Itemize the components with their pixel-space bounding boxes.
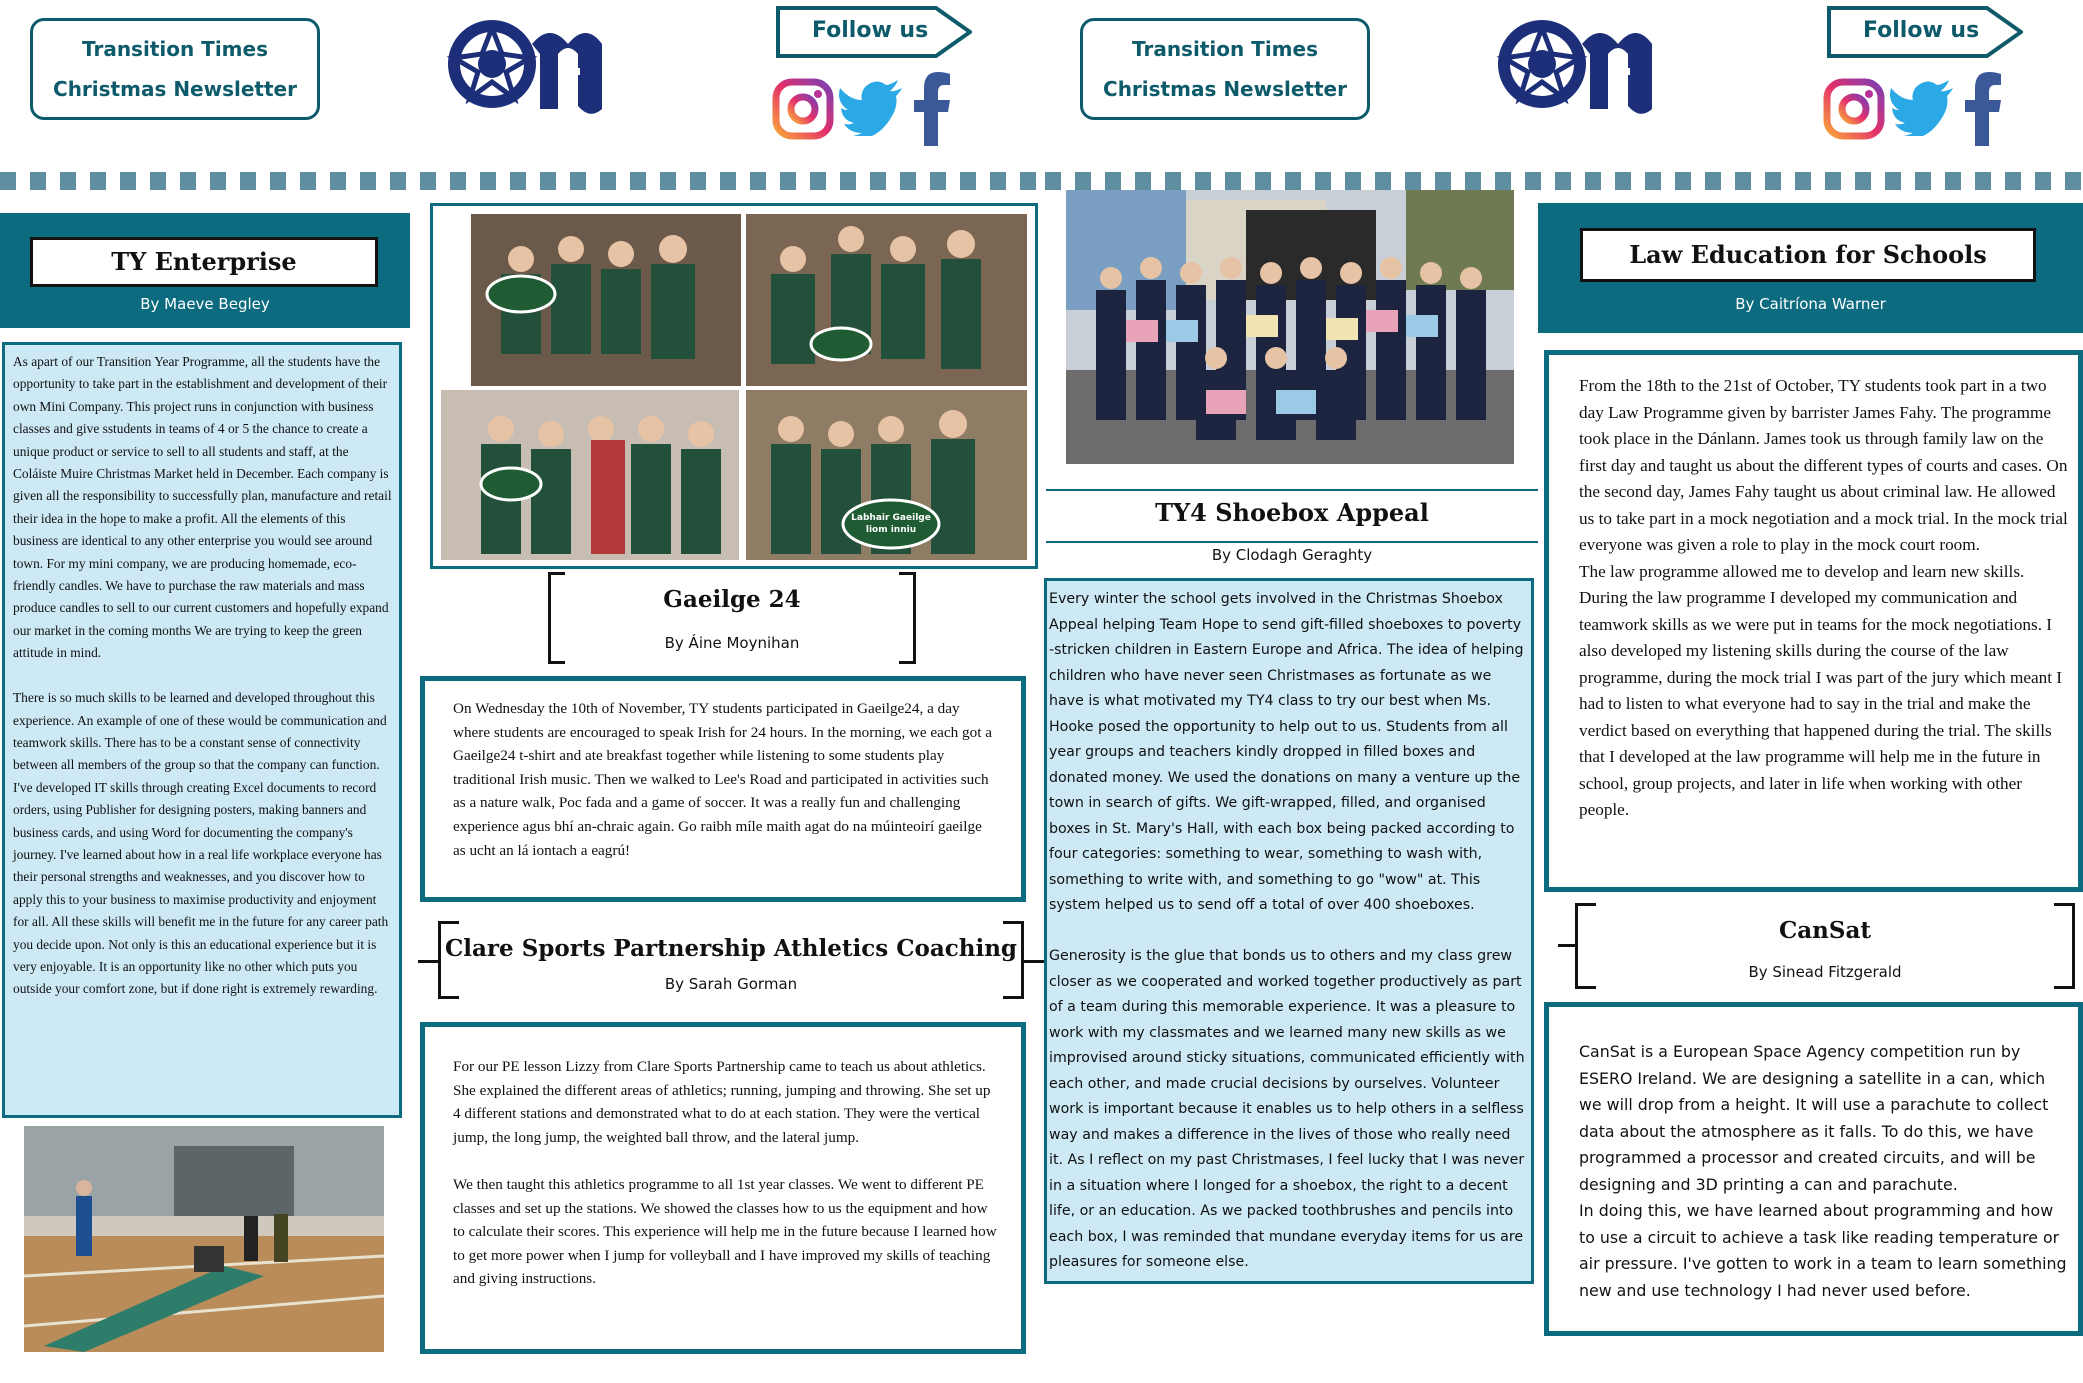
school-logo-right	[1490, 14, 1670, 126]
law-article	[1544, 350, 2083, 892]
clare-sports-connector-right	[1024, 960, 1046, 963]
cansat-title: CanSat	[1778, 917, 1872, 944]
ty-enterprise-header	[0, 213, 410, 328]
gaeilge24-heading	[548, 572, 916, 664]
law-byline: By Caitríona Warner	[1735, 295, 1886, 313]
ty-enterprise-byline: By Maeve Begley	[140, 295, 270, 313]
ty-enterprise-article	[2, 342, 402, 1118]
gaeilge24-title: Gaeilge 24	[663, 586, 801, 613]
twitter-icon[interactable]	[1889, 80, 1955, 136]
clare-sports-byline: By Sarah Gorman	[664, 975, 798, 993]
newsletter-title-line1: Transition Times	[1132, 37, 1318, 61]
shoebox-article	[1044, 578, 1534, 1284]
clare-sports-connector-left	[418, 960, 440, 963]
newsletter-title-line2: Christmas Newsletter	[53, 77, 297, 101]
cansat-connector-left	[1558, 944, 1576, 947]
clare-sports-heading	[438, 921, 1024, 999]
gaeilge24-body: On Wednesday the 10th of November, TY students participated in Gaeilge24, a day where students are encouraged to speak Irish for 24 hours. In the morning, we each got a Gaeilge24 t-shirt and ate breakfast together while listening to some students play traditional Irish music. Then we walked to Lee's Road and participated in activities such as a nature walk, Poc fada and a game of soccer. It was a really fun and challenging experience agus bhí an-chraic again. Go raibh míle maith agat do na múinteoirí gaeilge as ucht an lá iontach a eagrú!	[453, 700, 992, 859]
social-icons-right	[1823, 72, 2023, 148]
law-header	[1538, 203, 2083, 333]
gaeilge24-byline: By Áine Moynihan	[664, 634, 800, 652]
newsletter-badge-left	[30, 18, 320, 120]
follow-us-label: Follow us	[812, 18, 929, 43]
cansat-byline: By Sinead Fitzgerald	[1748, 963, 1902, 981]
follow-us-banner-left[interactable]	[776, 6, 972, 58]
ty-enterprise-title: TY Enterprise	[30, 237, 378, 287]
clare-sports-body: For our PE lesson Lizzy from Clare Sports Partnership came to teach us about athletics. She explained the different areas of athletics; running, jumping and throwing. She set up 4 different stations and demonstrated what to do at each station. They were the vertical jump, the long jump, the weighted ball throw, and the lateral jump. We then taught this athletics programme to all 1st year classes. We went to different PE classes and set up the stations. We showed the classes how to us the equipment and how to calculate their scores. This experience will help me in the future because I learned how to get more power when I jump for volleyball and I have improved my skills of teaching and giving instructions.	[453, 1058, 997, 1288]
newsletter-badge-right	[1080, 18, 1370, 120]
gaeilge24-photo-collage	[430, 203, 1038, 569]
newsletter-title-line1: Transition Times	[82, 37, 268, 61]
clare-sports-title: Clare Sports Partnership Athletics Coaching	[444, 935, 1018, 962]
shoebox-body: Every winter the school gets involved in the Christmas Shoebox Appeal helping Team Hope to send gift-filled shoeboxes to poverty -stricken children in Eastern Europe and Africa. The idea of helping children who have never seen Christmases as fortunate as we have is what motivated my TY4 class to try our best when Ms. Hooke posed the opportunity to help out to us. Students from all year groups and teachers kindly dropped in filled boxes and donated money. We used the donations on many a venture up the town in search of gifts. We gift-wrapped, filled, and organised boxes in St. Mary's Hall, with each box being packed according to four categories: something to wear, something to wash with, something to write with, and something to go "wow" at. This system helped us to send off a total of over 400 shoeboxes. Generosity is the glue that bonds us to others and my class grew closer as we cooperated and worked together productively as part of a team during this memorable experience. It was a pleasure to work with my classmates and we learned many new skills as we improvised around sticky situations, communicated efficiently with each other, and made crucial decisions by ourselves. Volunteer work is important because it enables us to help others in a selfless way and makes a difference in the lives of those who really need it. As I reflect on my past Christmases, I feel lucky that I was never in a situation where I longed for a shoebox, the right to a decent life, or an education. As we packed toothbrushes and pencils into each box, I was reminded that mundane everyday items for us are pleasures for someone else.	[1049, 591, 1525, 1270]
instagram-icon[interactable]	[1823, 78, 1885, 140]
gaeilge-sign-text: Labhair Gaeilge	[851, 513, 931, 523]
law-title: Law Education for Schools	[1580, 228, 2036, 282]
header-divider-right	[1045, 172, 2083, 190]
shoebox-byline: By Clodagh Geraghty	[1211, 546, 1373, 564]
cansat-body: CanSat is a European Space Agency competition run by ESERO Ireland. We are designing a satellite in a can, which we will drop from a height. It will use a parachute to collect data about the atmosphere as it falls. To do this, we have programmed a processor and created circuits, and will be designing and 3D printing a can and parachute. In doing this, we have learned about programming and how to use a circuit to achieve a task like reading temperature or air pressure. I've gotten to work in a team to learn something new and use technology I had never used before.	[1579, 1042, 2067, 1300]
shoebox-title-rule-top	[1046, 489, 1538, 491]
law-body: From the 18th to the 21st of October, TY students took part in a two day Law Programme given by barrister James Fahy. The programme took place in the Dánlann. James took us through family law on the first day and taught us about the different types of courts and cases. On the second day, James Fahy taught us about criminal law. He allowed us to take part in a mock negotiation and a mock trial. In the mock trial everyone was given a role to play in the mock court room. The law programme allowed me to develop and learn new skills. During the law programme I developed my communication and teamwork skills as we were put in teams for the mock negotiations. I also developed my listening skills during the course of the law programme, during the mock trial I was part of the jury which meant I had to listen to what everyone had to say in the trial and make the verdict based on everything that happened during the trial. The skills that I developed at the law programme will help me in the future in school, group projects, and later in life when working with other people.	[1579, 376, 2068, 819]
ty-enterprise-body: As apart of our Transition Year Programme, all the students have the opportunity to take part in the establishment and development of their own Mini Company. This project runs in conjunction with business classes and give sstudents in teams of 4 or 5 the chance to create a unique product or service to sell to all students and staff, at the Coláiste Muire Christmas Market held in December. Each company is given all the responsibility to successfully plan, manufacture and retail their idea in the hope to make a profit. All the elements of this business are identical to any other enterprise you would see around town. For my mini company, we are producing homemade, eco-friendly candles. We have to purchase the raw materials and mass produce candles to sell to our current customers and hopefully expand our market in the coming months We are trying to keep the green attitude in mind. There is so much skills to be learned and developed throughout this experience. An example of one of these would be communication and teamwork skills. There has to be a constant sense of connectivity between all members of the group so that the company can function. I've developed IT skills through creating Excel documents to record orders, using Publisher for designing posters, making banners and business cards, and using Word for documenting the company's journey. I've learned about how in a real life workplace everyone has their personal strengths and weaknesses, and you discover how to apply this to your business to maximise productivity and enjoyment for all. All these skills will benefit me in the future for any career path you decide upon. Not only is this an educational experience but it is very enjoyable. It is an opportunity like no other which puts you outside your comfort zone, but if done right is extremely rewarding.	[13, 354, 392, 997]
facebook-icon[interactable]	[1963, 72, 2003, 146]
facebook-icon[interactable]	[912, 72, 952, 146]
shoebox-title: TY4 Shoebox Appeal	[1155, 498, 1429, 527]
athletics-gym-photo	[24, 1126, 384, 1352]
social-icons-left	[772, 72, 972, 148]
gaeilge-sign-text-2: liom inniu	[865, 525, 917, 535]
follow-us-label: Follow us	[1863, 18, 1980, 43]
instagram-icon[interactable]	[772, 78, 834, 140]
cansat-heading	[1575, 903, 2075, 989]
header-divider-left	[0, 172, 1045, 190]
twitter-icon[interactable]	[838, 80, 904, 136]
cansat-article	[1544, 1002, 2083, 1336]
newsletter-title-line2: Christmas Newsletter	[1103, 77, 1347, 101]
clare-sports-article	[420, 1022, 1026, 1354]
school-logo-left	[440, 14, 620, 126]
shoebox-group-photo	[1066, 190, 1514, 464]
follow-us-banner-right[interactable]	[1827, 6, 2023, 58]
shoebox-title-rule-bottom	[1046, 541, 1538, 543]
gaeilge24-article	[420, 676, 1026, 902]
